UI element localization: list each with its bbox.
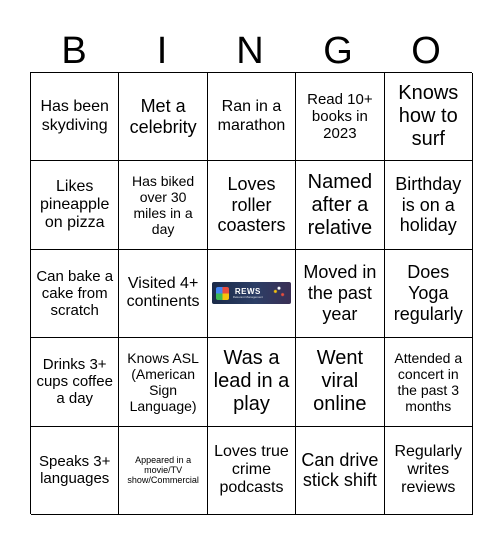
bingo-board bbox=[30, 72, 472, 514]
bingo-cell[interactable] bbox=[31, 338, 119, 426]
bingo-cell[interactable] bbox=[208, 338, 296, 426]
free-space-logo bbox=[212, 282, 291, 304]
bingo-cell[interactable] bbox=[296, 161, 384, 249]
cell-text: Birthday is on a holiday bbox=[395, 174, 462, 236]
bingo-cell[interactable] bbox=[31, 73, 119, 161]
cell-text: Was a lead in a play bbox=[213, 347, 290, 416]
header-letter-n: N bbox=[236, 30, 264, 72]
cell-text: Can bake a cake from scratch bbox=[36, 267, 114, 320]
bingo-cell[interactable] bbox=[296, 73, 384, 161]
cell-text: Moved in the past year bbox=[303, 262, 377, 324]
cell-text: Knows how to surf bbox=[398, 82, 459, 151]
cell-text: Visited 4+ continents bbox=[126, 275, 200, 311]
logo-sparkle-icon bbox=[270, 285, 288, 301]
cell-text: Went viral online bbox=[313, 347, 367, 416]
bingo-cell[interactable] bbox=[119, 427, 207, 515]
cell-text: Knows ASL (American Sign Language) bbox=[127, 349, 199, 414]
bingo-cell[interactable] bbox=[119, 73, 207, 161]
logo-mark-icon bbox=[216, 287, 229, 300]
cell-text: Read 10+ books in 2023 bbox=[307, 90, 373, 143]
cell-text: Speaks 3+ languages bbox=[39, 453, 111, 488]
bingo-cell[interactable] bbox=[296, 427, 384, 515]
bingo-cell[interactable] bbox=[208, 427, 296, 515]
bingo-cell[interactable] bbox=[385, 73, 473, 161]
bingo-header bbox=[30, 30, 470, 72]
bingo-cell[interactable] bbox=[296, 250, 384, 338]
bingo-cell[interactable] bbox=[385, 161, 473, 249]
cell-text: Met a celebrity bbox=[129, 96, 197, 137]
bingo-cell[interactable] bbox=[119, 338, 207, 426]
bingo-cell[interactable] bbox=[208, 73, 296, 161]
cell-text: Loves roller coasters bbox=[217, 174, 286, 236]
bingo-cell[interactable] bbox=[385, 338, 473, 426]
cell-text: Regularly writes reviews bbox=[394, 442, 463, 497]
bingo-cell[interactable] bbox=[31, 161, 119, 249]
bingo-cell[interactable] bbox=[385, 427, 473, 515]
cell-text: Can drive stick shift bbox=[301, 449, 379, 491]
bingo-cell[interactable] bbox=[119, 161, 207, 249]
cell-text: Named after a relative bbox=[307, 170, 373, 239]
bingo-cell[interactable] bbox=[385, 250, 473, 338]
cell-text: Drinks 3+ cups coffee a day bbox=[36, 355, 113, 408]
cell-text: Loves true crime podcasts bbox=[214, 442, 289, 497]
header-letter-b: B bbox=[61, 30, 87, 72]
cell-text: Has biked over 30 miles in a day bbox=[131, 172, 195, 238]
cell-text: Attended a concert in the past 3 months bbox=[394, 349, 463, 414]
cell-text: Has been skydiving bbox=[40, 98, 109, 134]
header-letter-g: G bbox=[323, 30, 353, 72]
header-letter-o: O bbox=[411, 30, 441, 72]
cell-text: Likes pineapple on pizza bbox=[39, 177, 110, 232]
cell-text: Does Yoga regularly bbox=[393, 262, 463, 324]
bingo-cell[interactable] bbox=[119, 250, 207, 338]
cell-text: Appeared in a movie/TV show/Commercial bbox=[127, 454, 199, 486]
logo-subtext: Relevant Management bbox=[232, 295, 263, 300]
bingo-cell[interactable] bbox=[31, 250, 119, 338]
bingo-cell[interactable] bbox=[208, 161, 296, 249]
bingo-cell[interactable] bbox=[31, 427, 119, 515]
free-space-cell[interactable] bbox=[208, 250, 296, 338]
logo-text: REWS bbox=[234, 287, 261, 297]
header-letter-i: I bbox=[156, 30, 168, 72]
cell-text: Ran in a marathon bbox=[217, 98, 286, 134]
bingo-cell[interactable] bbox=[296, 338, 384, 426]
